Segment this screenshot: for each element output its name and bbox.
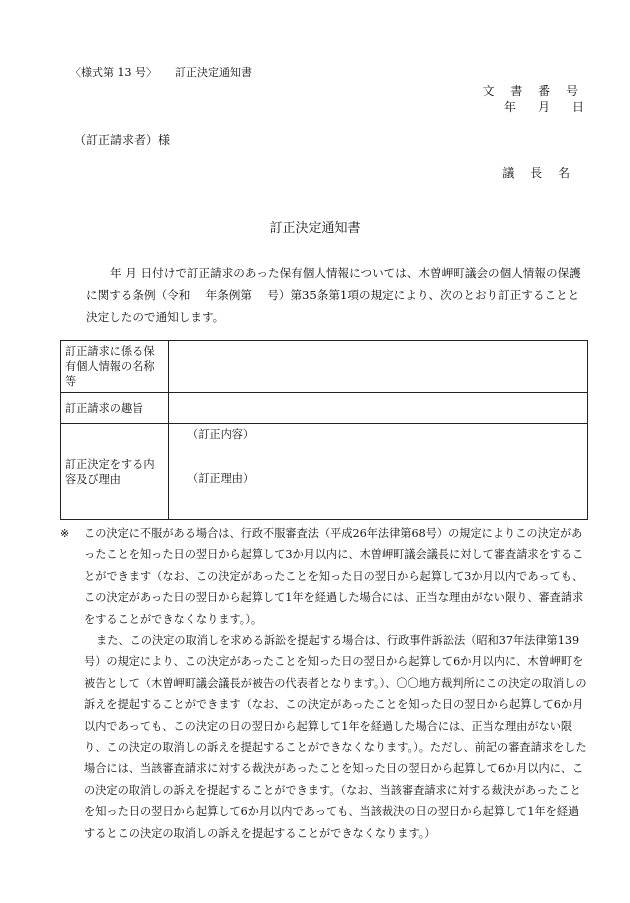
chair-name: 議 長 名: [502, 166, 576, 180]
row-value-info-name: [169, 341, 588, 393]
addressee: （訂正請求者）様: [74, 133, 171, 147]
form-number: 〈様式第 13 号〉: [70, 66, 157, 79]
correction-reason-label: （訂正理由）: [187, 472, 255, 485]
row-value-request-purpose: [169, 393, 588, 424]
form-name: 訂正決定通知書: [175, 66, 252, 79]
correction-content-label: （訂正内容）: [187, 428, 255, 441]
date-year: 年: [503, 100, 516, 114]
table-row: [61, 393, 588, 424]
note-appeal: [60, 523, 588, 630]
document-date: [504, 98, 584, 115]
intro-text: 年 月 日付けで訂正請求のあった保有個人情報については、木曽岬町議会の個人情報の保護に関する条例（令和 年条例第 号）第35条第1項の規定により、次のとおり訂正することと決定したので通知します。: [86, 266, 581, 324]
intro-paragraph: [86, 262, 586, 328]
table-row: [61, 424, 588, 520]
row-value-decision: [169, 424, 588, 520]
date-day: 日: [571, 100, 584, 114]
note-mark: ※: [60, 527, 70, 540]
note-lawsuit: また、この決定の取消しを求める訴訟を提起する場合は、行政事件訴訟法（昭和37年法律第139号）の規定により、この決定があったことを知った日の翌日から起算して6か月以内に、木曽岬町を被告として（木曽岬町議会議長が被告の代表者となります。）、〇〇地方裁判所にこの決定の取消しの訴えを提起することができます（なお、この決定があったことを知った日の翌日から起算して6か月以内であっても、この決定の日の翌日から起算して1年を経過した場合には、正当な理由がない限り、この決定の取消しの訴えを提起することができなくなります。）。ただし、前記の審査請求をした場合には、当該審査請求に対する裁決があったことを知った日の翌日から起算して6か月以内に、この決定の取消しの訴えを提起することができます。（なお、当該審査請求に対する裁決があったことを知った日の翌日から起算して6か月以内であっても、当該裁決の日の翌日から起算して1年を経過するとこの決定の取消しの訴えを提起することができなくなります。）: [84, 634, 587, 840]
form-number-line: [70, 64, 252, 80]
decision-table: [60, 340, 588, 520]
date-month: 月: [537, 100, 550, 114]
page-title: 訂正決定通知書: [269, 221, 361, 236]
note-appeal-text: この決定に不服がある場合は、行政不服審査法（平成26年法律第68号）の規定によりこの決定があったことを知った日の翌日から起算して3か月以内に、木曽岬町議会議長に対して審査請求をすることができます（なお、この決定があったことを知った日の翌日から起算して3か月以内であっても、この決定があった日の翌日から起算して1年を経過した場合には、正当な理由がない限り、審査請求をすることができなくなります。）。: [84, 527, 584, 626]
table-row: [61, 341, 588, 393]
document-number: 文 書 番 号: [482, 84, 584, 98]
row-label-decision: 訂正決定をする内容及び理由: [61, 424, 169, 520]
row-label-request-purpose: 訂正請求の趣旨: [61, 393, 169, 424]
row-label-info-name: 訂正請求に係る保有個人情報の名称等: [61, 341, 169, 393]
notes: [60, 523, 588, 844]
